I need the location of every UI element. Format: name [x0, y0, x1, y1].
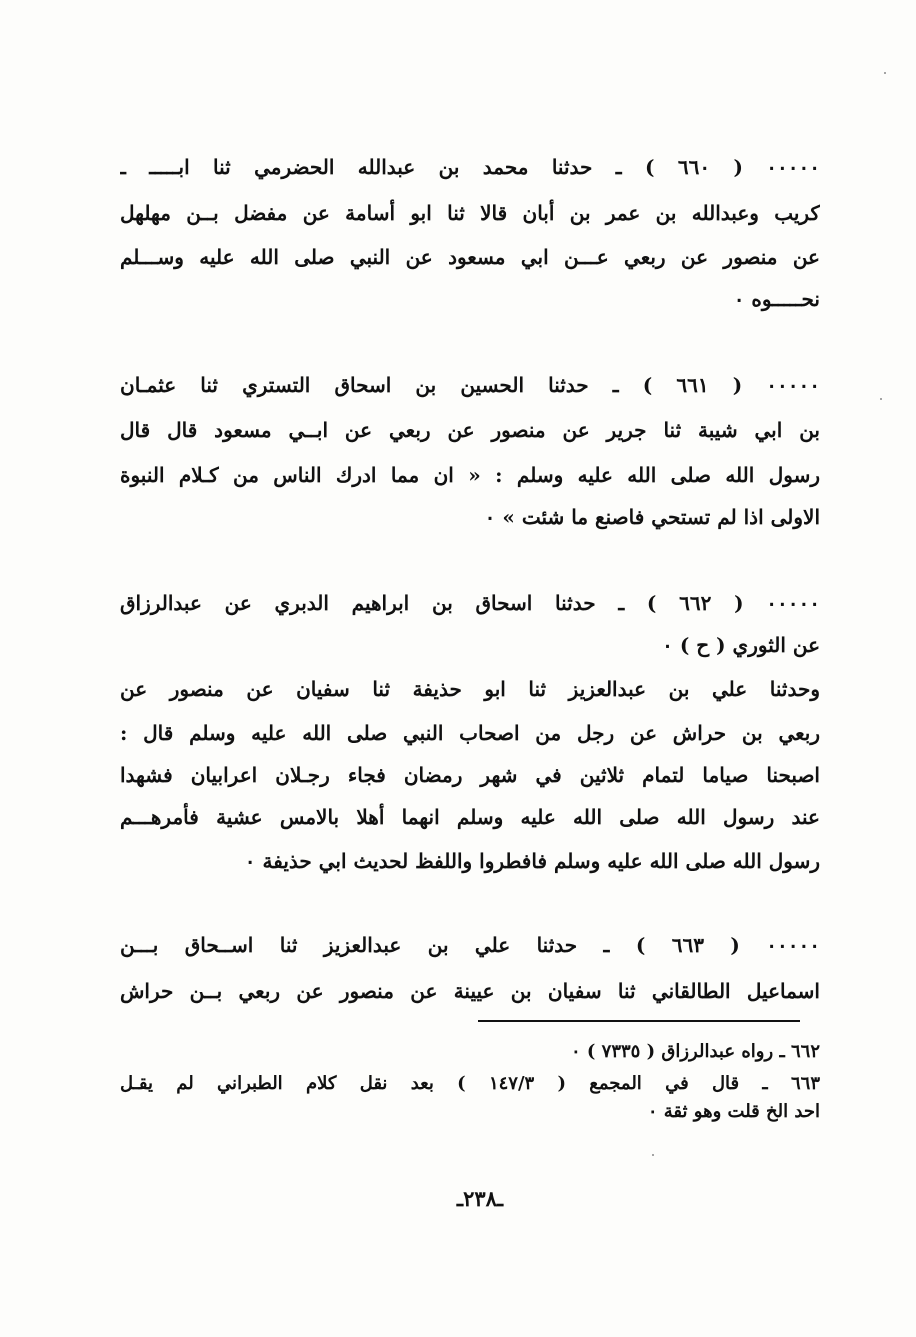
footnote-663-line-1: ٦٦٣ ـ قال في المجمع ( ١٤٧/٣ ) بعد نقل كلام الطبراني لم يقـل [120, 1073, 820, 1094]
hadith-661-line-4: الاولى اذا لم تستحي فاصنع ما شئت » ٠ [484, 505, 820, 529]
scan-speck [652, 1154, 654, 1156]
hadith-662-line-2: عن الثوري ( ح ) ٠ [662, 633, 820, 657]
hadith-663-line-2: اسماعيل الطالقاني ثنا سفيان بن عيينة عن منصور عن ربعي بــن حراش [120, 979, 820, 1003]
hadith-663-line-1: ٠٠٠٠٠ ( ٦٦٣ ) ـ حدثنا علي بن عبدالعزيز ثنا اســحاق بـــن [120, 933, 820, 957]
hadith-660-line-1: ٠٠٠٠٠ ( ٦٦٠ ) ـ حدثنا محمد بن عبدالله الحضرمي ثنا ابـــــ ـ [120, 155, 820, 179]
hadith-662-line-3: وحدثنا علي بن عبدالعزيز ثنا ابو حذيفة ثنا سفيان عن منصور عن [120, 677, 820, 701]
hadith-661-line-2: بن ابي شيبة ثنا جرير عن منصور عن ربعي عن ابــي مسعود قال قال [120, 418, 820, 442]
hadith-662-line-6: عند رسول الله صلى الله عليه وسلم انهما أهلا بالامس عشية فأمرهـــم [120, 805, 820, 829]
scan-speck [884, 72, 886, 74]
page-number: ـ٢٣٨ـ [456, 1186, 504, 1211]
hadith-660-line-3: عن منصور عن ربعي عـــن ابي مسعود عن النبي صلى الله عليه وســـلم [120, 245, 820, 269]
hadith-662-line-4: ربعي بن حراش عن رجل من اصحاب النبي صلى الله عليه وسلم قال : [120, 721, 820, 745]
footnote-663-line-2: احد الخ قلت وهو ثقة ٠ [647, 1101, 820, 1122]
hadith-662-line-1: ٠٠٠٠٠ ( ٦٦٢ ) ـ حدثنا اسحاق بن ابراهيم الدبري عن عبدالرزاق [120, 591, 820, 615]
hadith-662-line-5: اصبحنا صياما لتمام ثلاثين في شهر رمضان فجاء رجـلان اعرابيان فشهدا [120, 763, 820, 787]
hadith-662-line-7: رسول الله صلى الله عليه وسلم فافطروا واللفظ لحديث ابي حذيفة ٠ [244, 849, 820, 873]
hadith-661-line-3: رسول الله صلى الله عليه وسلم : « ان مما ادرك الناس من كـلام النبوة [120, 463, 820, 487]
scan-speck [880, 398, 882, 400]
footnote-separator [478, 1020, 800, 1022]
hadith-660-line-2: كريب وعبدالله بن عمر بن أبان قالا ثنا ابو أسامة عن مفضل بــن مهلهل [120, 201, 820, 225]
footnote-662: ٦٦٢ ـ رواه عبدالرزاق ( ٧٣٣٥ ) ٠ [570, 1041, 820, 1062]
hadith-661-line-1: ٠٠٠٠٠ ( ٦٦١ ) ـ حدثنا الحسين بن اسحاق التستري ثنا عثمـان [120, 373, 820, 397]
hadith-660-line-4: نحـــــوه ٠ [733, 287, 820, 311]
